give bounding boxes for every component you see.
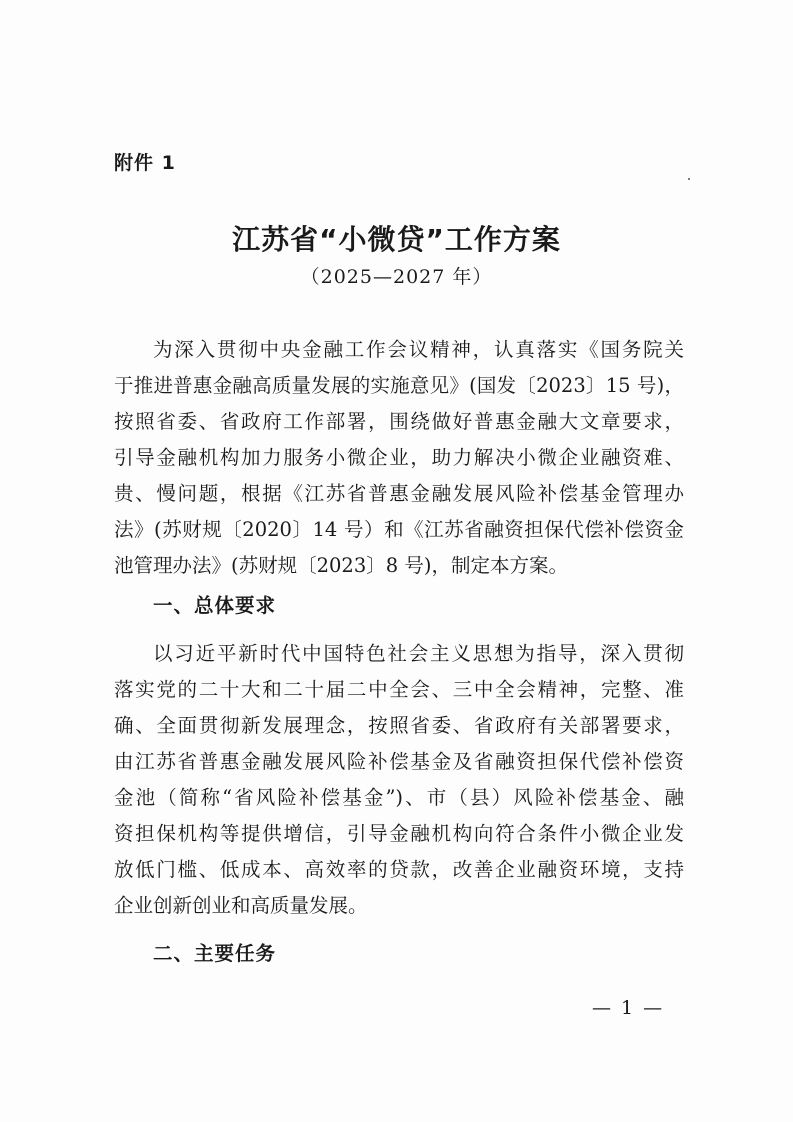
intro-line: 为深入贯彻中央金融工作会议精神，认真落实《国务院关: [153, 338, 684, 361]
intro-line: 法》(苏财规〔2020〕14 号）和《江苏省融资担保代偿补偿资金: [114, 518, 684, 541]
section-heading-1: 一、总体要求: [153, 594, 277, 617]
section1-line: 落实党的二十大和二十届二中全会、三中全会精神，完整、准: [114, 678, 684, 701]
section1-line: 企业创新创业和高质量发展。: [114, 894, 368, 917]
scan-dot: [688, 178, 690, 180]
intro-line: 于推进普惠金融高质量发展的实施意见》(国发〔2023〕15 号)，: [114, 374, 684, 397]
section-heading-2: 二、主要任务: [153, 942, 277, 965]
page-number: — 1 —: [592, 997, 665, 1019]
document-subtitle: （2025—2027 年）: [300, 266, 493, 288]
section1-line: 资担保机构等提供增信，引导金融机构向符合条件小微企业发: [114, 822, 684, 845]
intro-line: 引导金融机构加力服务小微企业，助力解决小微企业融资难、: [114, 446, 684, 469]
section1-line: 放低门槛、低成本、高效率的贷款，改善企业融资环境，支持: [114, 858, 684, 881]
section1-line: 以习近平新时代中国特色社会主义思想为指导，深入贯彻: [153, 642, 684, 665]
document-title: 江苏省“小微贷”工作方案: [232, 223, 561, 256]
intro-line: 按照省委、省政府工作部署，围绕做好普惠金融大文章要求，: [114, 410, 684, 433]
section1-line: 确、全面贯彻新发展理念，按照省委、省政府有关部署要求，: [114, 714, 684, 737]
intro-line: 贵、慢问题，根据《江苏省普惠金融发展风险补偿基金管理办: [114, 482, 684, 505]
section1-line: 由江苏省普惠金融发展风险补偿基金及省融资担保代偿补偿资: [114, 750, 684, 773]
intro-line: 池管理办法》(苏财规〔2023〕8 号)，制定本方案。: [114, 554, 568, 577]
attachment-label: 附件 1: [114, 152, 176, 174]
section1-line: 金池（简称“省风险补偿基金”)、市（县）风险补偿基金、融: [114, 786, 684, 809]
